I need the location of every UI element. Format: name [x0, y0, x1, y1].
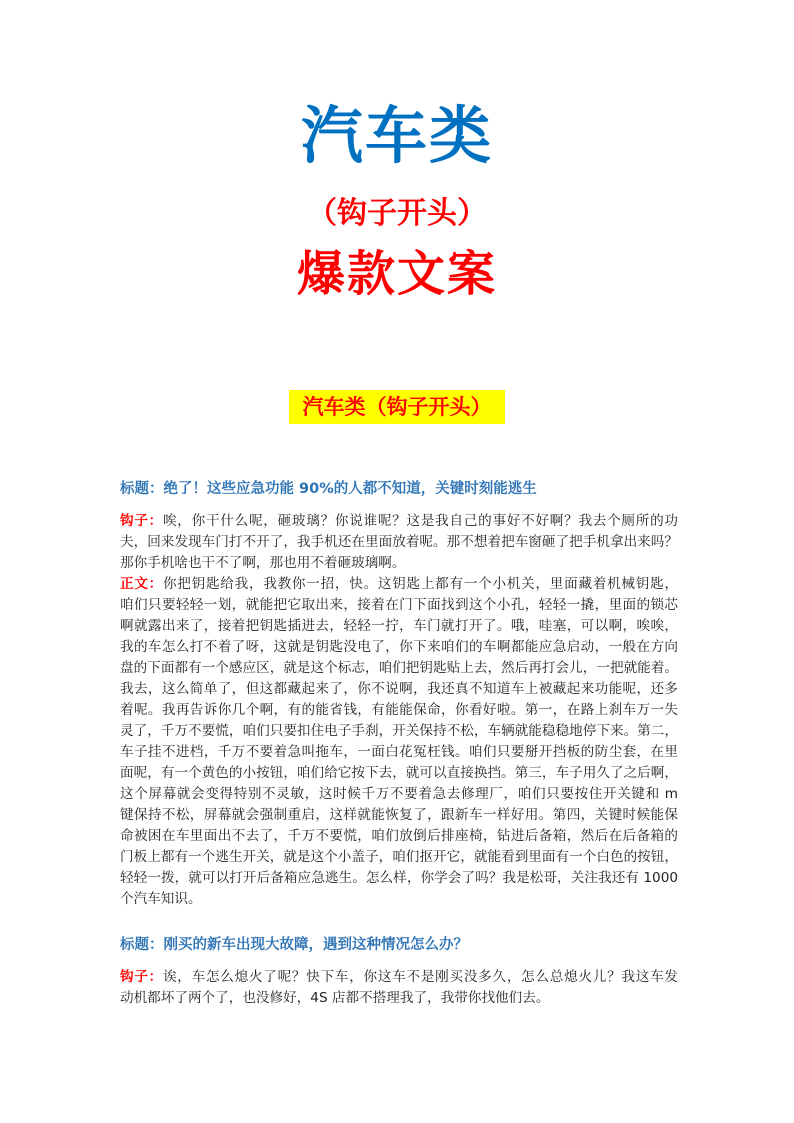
text-line [120, 532, 678, 553]
paragraph-label: 钩子： [120, 513, 163, 529]
line-text: 那你手机啥也干不了啊，那也用不着砸玻璃啊。 [120, 555, 406, 571]
line-text: 灵了，千万不要慌，咱们只要扣住电子手刹，开关保持不松，车辆就能稳稳地停下来。第二， [120, 723, 678, 739]
paragraph-label: 钩子： [120, 969, 163, 985]
section-heading: 汽车类（钩子开头） [289, 390, 505, 424]
text-line [120, 889, 678, 910]
line-text: 门板上都有一个逃生开关，就是这个小盖子，咱们抠开它，就能看到里面有一个白色的按钮， [120, 849, 678, 865]
article-title: 标题：刚买的新车出现大故障，遇到这种情况怎么办？ [120, 937, 468, 953]
document-tagline: 爆款文案 [296, 246, 497, 302]
text-line [120, 637, 678, 658]
line-text: 唉，你干什么呢，砸玻璃？你说谁呢？这是我自己的事好不好啊？我去个厕所的功 [162, 513, 679, 529]
text-line [120, 679, 678, 700]
text-line [120, 847, 678, 868]
text-line [120, 742, 678, 763]
line-text: 这个屏幕就会变得特别不灵敏，这时候千万不要着急去修理厂，咱们只要按住开关键和 m [120, 786, 678, 802]
article-1 [120, 477, 678, 910]
text-line [120, 595, 678, 616]
body-paragraph [120, 574, 678, 910]
line-text: 咱们只要轻轻一划，就能把它取出来，接着在门下面找到这个小孔，轻轻一撬，里面的锁芯 [120, 597, 678, 613]
line-text: 键保持不松，屏幕就会强制重启，这样就能恢复了，跟新车一样好用。第四，关键时候能保 [120, 807, 678, 823]
text-line [120, 784, 678, 805]
line-text: 着呢。我再告诉你几个啊，有的能省钱，有能能保命，你看好啦。第一，在路上刹车万一失 [120, 702, 678, 718]
text-line [120, 763, 678, 784]
line-text: 面呢，有一个黄色的小按钮，咱们给它按下去，就可以直接换挡。第三，车子用久了之后啊， [120, 765, 678, 781]
text-line [120, 574, 678, 595]
text-line [120, 826, 678, 847]
text-line [120, 511, 678, 532]
line-text: 动机都坏了两个了，也没修好，4S 店都不搭理我了，我带你找他们去。 [120, 990, 550, 1006]
text-line [120, 967, 678, 988]
hook-paragraph [120, 967, 678, 1009]
text-line [120, 988, 678, 1009]
line-text: 诶，车怎么熄火了呢？快下车，你这车不是刚买没多久，怎么总熄火儿？我这车发 [162, 969, 679, 985]
article-2 [120, 933, 678, 1009]
line-text: 我的车怎么打不着了呀，这就是钥匙没电了，你下来咱们的车啊都能应急启动，一般在方向 [120, 639, 678, 655]
line-text: 你把钥匙给我，我教你一招，快。这钥匙上都有一个小机关，里面藏着机械钥匙， [162, 576, 679, 592]
text-line [120, 616, 678, 637]
text-line [120, 805, 678, 826]
text-line [120, 868, 678, 889]
line-text: 命被困在车里面出不去了，千万不要慌，咱们放倒后排座椅，钻进后备箱，然后在后备箱的 [120, 828, 678, 844]
paragraph-label: 正文： [120, 576, 163, 592]
line-text: 我去，这么简单了，但这都藏起来了，你不说啊，我还真不知道车上被藏起来功能呢，还多 [120, 681, 678, 697]
text-line [120, 553, 678, 574]
hook-paragraph [120, 511, 678, 574]
line-text: 车子挂不进档，千万不要着急叫拖车，一面白花冤枉钱。咱们只要掰开挡板的防尘套，在里 [120, 744, 678, 760]
article-title: 标题：绝了！这些应急功能 90%的人都不知道，关键时刻能逃生 [120, 481, 537, 497]
text-line [120, 658, 678, 679]
line-text: 夫，回来发现车门打不开了，我手机还在里面放着呢。那不想着把车窗砸了把手机拿出来吗？ [120, 534, 678, 550]
line-text: 啊就露出来了，接着把钥匙插进去，轻轻一拧，车门就打开了。哦，哇塞，可以啊，唉唉， [120, 618, 678, 634]
line-text: 个汽车知识。 [120, 891, 202, 907]
text-line [120, 721, 678, 742]
document-title: 汽车类 [300, 99, 493, 172]
line-text: 轻轻一拨，就可以打开后备箱应急逃生。怎么样，你学会了吗？我是松哥，关注我还有 1000 [120, 870, 678, 886]
line-text: 盘的下面都有一个感应区，就是这个标志，咱们把钥匙贴上去，然后再打会儿，一把就能着。 [120, 660, 678, 676]
text-line [120, 700, 678, 721]
document-subtitle: （钩子开头） [307, 196, 487, 231]
